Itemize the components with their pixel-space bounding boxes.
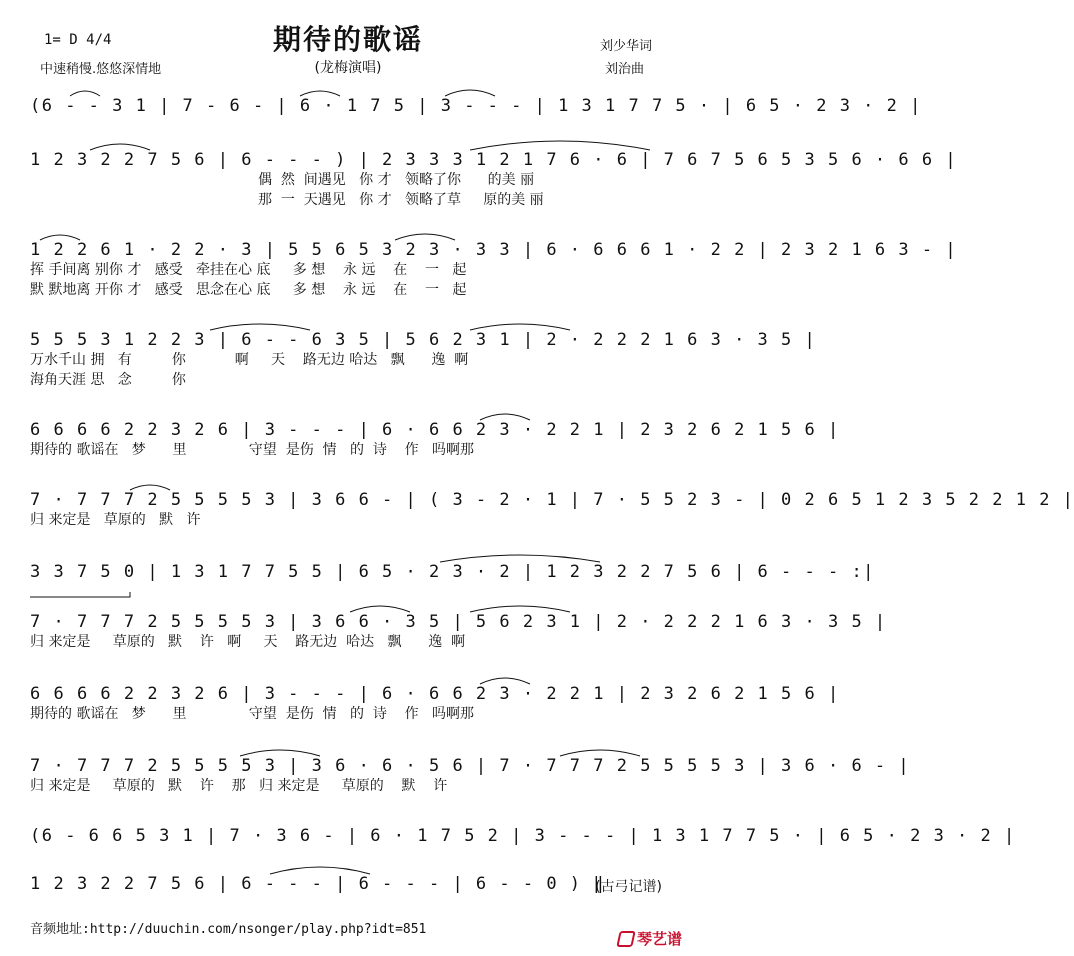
score-system-6 (30, 490, 1074, 530)
lyric-line-verse-1: 偶 然 间遇见 你 才 领略了你 的美 丽 (258, 172, 535, 188)
transcriber-credit: (古弓记谱) (595, 879, 662, 895)
notation-line: 7 · 7 7 7 2 5 5 5 5 3 | 3 6 · 6 · 5 6 | 7 · 7 7 7 2 5 5 5 5 3 | 3 6 · 6 - | (30, 756, 911, 776)
score-system-12 (30, 874, 670, 894)
brand-logo-icon (616, 931, 635, 947)
score-system-2 (30, 150, 958, 210)
performer-note: (龙梅演唱) (314, 60, 382, 76)
score-system-5 (30, 420, 840, 460)
score-system-10 (30, 756, 911, 796)
notation-line: (6 - 6 6 5 3 1 | 7 · 3 6 - | 6 · 1 7 5 2 | 3 - - - | 1 3 1 7 7 5 · | 6 5 · 2 3 · 2 | (30, 826, 1016, 846)
lyric-line-verse-2: 海角天涯 思 念 你 (30, 372, 186, 388)
song-title: 期待的歌谣 (272, 23, 423, 56)
lyric-line-verse-1: 万水千山 拥 有 你 啊 天 路无边 哈达 飘 逸 啊 (30, 352, 469, 368)
notation-line: 6 6 6 6 2 2 3 2 6 | 3 - - - | 6 · 6 6 2 3 · 2 2 1 | 2 3 2 6 2 1 5 6 | (30, 420, 840, 440)
notation-line: 3 3 7 5 0 | 1 3 1 7 7 5 5 | 6 5 · 2 3 · 2 | 1 2 3 2 2 7 5 6 | 6 - - - :| (30, 562, 875, 582)
score-system-3 (30, 240, 958, 300)
volta-bracket (30, 592, 130, 597)
score-system-8 (30, 612, 887, 652)
lyric-line: 归 来定是 草原的 默 许 (30, 512, 201, 528)
brand-name: 琴艺谱 (636, 930, 682, 948)
audio-url-link[interactable]: http://duuchin.com/nsonger/play.php?idt=851 (89, 922, 427, 937)
key-signature: 1= D 4/4 (44, 32, 112, 48)
lyric-line: 归 来定是 草原的 默 许 那 归 来定是 草原的 默 许 (30, 778, 448, 794)
audio-link-row (30, 918, 426, 937)
notation-line: (6 - - 3 1 | 7 - 6 - | 6 · 1 7 5 | 3 - - - | 1 3 1 7 7 5 · | 6 5 · 2 3 · 2 | (30, 96, 922, 116)
slur-arc (440, 555, 600, 562)
notation-line: 6 6 6 6 2 2 3 2 6 | 3 - - - | 6 · 6 6 2 3 · 2 2 1 | 2 3 2 6 2 1 5 6 | (30, 684, 840, 704)
notation-line: 7 · 7 7 7 2 5 5 5 5 3 | 3 6 6 · 3 5 | 5 6 2 3 1 | 2 · 2 2 2 1 6 3 · 3 5 | (30, 612, 887, 632)
score-system-7 (30, 562, 875, 582)
lyric-line: 归 来定是 草原的 默 许 啊 天 路无边 哈达 飘 逸 啊 (30, 634, 466, 650)
lyric-line-verse-2: 默 默地离 开你 才 感受 思念在心 底 多 想 永 远 在 一 起 (30, 282, 467, 298)
composer-credit: 刘治曲 (604, 62, 644, 77)
slur-arc (470, 141, 650, 150)
lyric-line: 期待的 歌谣在 梦 里 守望 是伤 情 的 诗 作 吗啊那 (30, 706, 475, 722)
lyric-line: 期待的 歌谣在 梦 里 守望 是伤 情 的 诗 作 吗啊那 (30, 442, 475, 458)
notation-line: 1 2 3 2 2 7 5 6 | 6 - - - ) | 2 3 3 3 1 2 1 7 6 · 6 | 7 6 7 5 6 5 3 5 6 · 6 6 | (30, 150, 958, 170)
notation-line: 7 · 7 7 7 2 5 5 5 5 3 | 3 6 6 - | ( 3 - 2 · 1 | 7 · 5 5 2 3 - | 0 2 6 5 1 2 3 5 2 2 1 2 | (30, 490, 1074, 510)
lyric-line-verse-1: 挥 手间离 别你 才 感受 牵挂在心 底 多 想 永 远 在 一 起 (30, 262, 467, 278)
notation-line: 1 2 2 6 1 · 2 2 · 3 | 5 5 6 5 3 2 3 · 3 3 | 6 · 6 6 6 1 · 2 2 | 2 3 2 1 6 3 - | (30, 240, 958, 260)
lyricist-credit: 刘少华词 (599, 39, 652, 54)
notation-line: 5 5 5 3 1 2 2 3 | 6 - - 6 3 5 | 5 6 2 3 1 | 2 · 2 2 2 1 6 3 · 3 5 | (30, 330, 817, 350)
score-system-1 (30, 96, 922, 116)
score-system-9 (30, 684, 840, 724)
slur-arc (270, 867, 370, 874)
lyric-line-verse-2: 那 一 天遇见 你 才 领略了草 原的美 丽 (258, 192, 544, 208)
brand-logo (618, 928, 682, 949)
score-system-11 (30, 826, 1016, 846)
notation-line: 1 2 3 2 2 7 5 6 | 6 - - - | 6 - - - | 6 - - 0 ) ‖ (30, 874, 606, 894)
audio-label: 音频地址: (30, 922, 90, 937)
tempo-marking: 中速稍慢.悠悠深情地 (40, 62, 162, 77)
score-system-4 (30, 330, 817, 390)
